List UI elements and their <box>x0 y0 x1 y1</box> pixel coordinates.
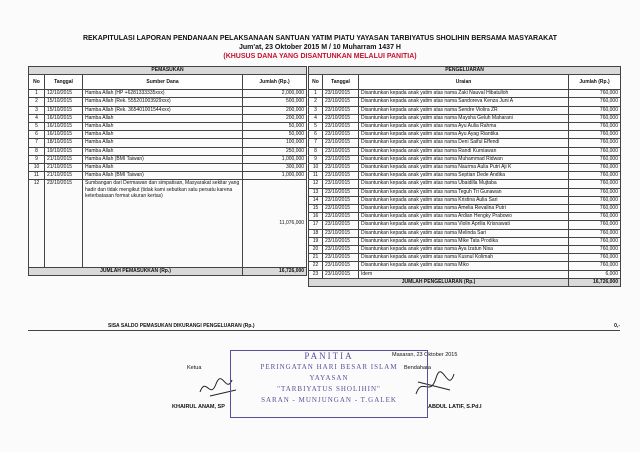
pengeluaran-row <box>309 254 621 262</box>
row-no: 11 <box>29 172 45 180</box>
pemasukan-total-label: JUMLAH PEMASUKKAN (Rp.) <box>29 267 243 275</box>
row-no: 6 <box>309 131 323 139</box>
pemasukan-row <box>29 123 307 131</box>
row-no: 1 <box>29 90 45 98</box>
row-tanggal: 23/10/2015 <box>323 213 359 221</box>
pengeluaran-row <box>309 180 621 188</box>
row-uraian: Disantunkan kepada anak yatim atas nama Kusnul Kolimah <box>359 254 569 262</box>
pemasukan-row <box>29 172 307 180</box>
pengeluaran-row <box>309 90 621 98</box>
row-tanggal: 23/10/2015 <box>323 180 359 188</box>
row-tanggal: 21/10/2015 <box>45 164 83 172</box>
row-uraian: Disantunkan kepada anak yatim atas nama Ubaidilla Mujtaba <box>359 180 569 188</box>
pemasukan-row <box>29 106 307 114</box>
pengeluaran-row <box>309 123 621 131</box>
row-tanggal: 21/10/2015 <box>45 155 83 163</box>
row-tanggal: 23/10/2015 <box>323 221 359 229</box>
pengeluaran-col-uraian: Uraian <box>359 75 569 90</box>
pengeluaran-col-jumlah: Jumlah (Rp.) <box>569 75 621 90</box>
row-jumlah: 11,076,000 <box>243 180 307 267</box>
pemasukan-table <box>28 66 307 276</box>
row-uraian: Disantunkan kepada anak yatim atas nama Amelia Revalina Putri <box>359 205 569 213</box>
ketua-label: Ketua <box>187 365 202 371</box>
stamp-line5: SARAN - MUNJUNGAN - T.GALEK <box>261 396 397 404</box>
row-jumlah: 760,000 <box>569 123 621 131</box>
row-sumber: Hamba Allah <box>83 114 243 122</box>
row-no: 13 <box>309 188 323 196</box>
row-jumlah: 760,000 <box>569 262 621 270</box>
pengeluaran-row <box>309 205 621 213</box>
pengeluaran-section-title: PENGELUARAN <box>309 67 621 75</box>
row-tanggal: 23/10/2015 <box>323 114 359 122</box>
row-uraian: Idem <box>359 270 569 278</box>
row-jumlah: 760,000 <box>569 98 621 106</box>
row-sumber: Hamba Allah (Rek. 365401001544xxx) <box>83 106 243 114</box>
row-no: 2 <box>309 98 323 106</box>
pengeluaran-row <box>309 106 621 114</box>
row-sumber: Hamba Allah <box>83 164 243 172</box>
row-no: 10 <box>309 164 323 172</box>
row-sumber: Hamba Allah (BMI Taiwan) <box>83 172 243 180</box>
row-no: 19 <box>309 237 323 245</box>
row-jumlah: 760,000 <box>569 139 621 147</box>
pengeluaran-total-value: 16,726,000 <box>569 278 621 286</box>
row-uraian: Disantunkan kepada anak yatim atas nama Maysha Geluh Maharani <box>359 114 569 122</box>
pemasukan-col-tanggal: Tanggal <box>45 75 83 90</box>
pemasukan-row <box>29 98 307 106</box>
row-tanggal: 23/10/2015 <box>323 205 359 213</box>
row-uraian: Disantunkan kepada anak yatim atas nama Miko <box>359 262 569 270</box>
row-tanggal: 21/10/2015 <box>45 172 83 180</box>
row-jumlah: 760,000 <box>569 114 621 122</box>
row-jumlah: 760,000 <box>569 213 621 221</box>
row-no: 7 <box>29 139 45 147</box>
pengeluaran-row <box>309 188 621 196</box>
pemasukan-section-title: PEMASUKAN <box>29 67 307 75</box>
pengeluaran-total-label: JUMLAH PENGELUARAN (Rp.) <box>309 278 569 286</box>
row-tanggal: 23/10/2015 <box>323 262 359 270</box>
row-uraian: Disantunkan kepada anak yatim atas nama Mike Tata Prodika <box>359 237 569 245</box>
pemasukan-row <box>29 180 307 267</box>
pengeluaran-total-row <box>309 278 621 286</box>
row-jumlah: 760,000 <box>569 155 621 163</box>
pengeluaran-row <box>309 139 621 147</box>
row-jumlah: 760,000 <box>569 221 621 229</box>
row-uraian: Disantunkan kepada anak yatim atas nama Ayu Ayag Riantika <box>359 131 569 139</box>
pemasukan-row <box>29 155 307 163</box>
row-jumlah: 100,000 <box>243 139 307 147</box>
row-jumlah: 300,000 <box>243 164 307 172</box>
row-sumber: Hamba Allah <box>83 131 243 139</box>
row-tanggal: 23/10/2015 <box>323 229 359 237</box>
pemasukan-row <box>29 131 307 139</box>
row-jumlah: 760,000 <box>569 180 621 188</box>
panitia-stamp <box>230 350 428 418</box>
row-no: 4 <box>29 114 45 122</box>
pemasukan-total-value: 16,726,000 <box>243 267 307 275</box>
row-tanggal: 23/10/2015 <box>323 139 359 147</box>
row-uraian: Disantunkan kepada anak yatim atas nama Zaki Nauval Hibatulloh <box>359 90 569 98</box>
row-tanggal: 23/10/2015 <box>323 254 359 262</box>
pengeluaran-row <box>309 147 621 155</box>
bendahara-name: ABDUL LATIF, S.Pd.I <box>428 404 482 410</box>
row-no: 17 <box>309 221 323 229</box>
row-tanggal: 23/10/2015 <box>323 98 359 106</box>
row-tanggal: 23/10/2015 <box>323 270 359 278</box>
row-jumlah: 250,000 <box>243 147 307 155</box>
row-jumlah: 760,000 <box>569 205 621 213</box>
row-jumlah: 760,000 <box>569 131 621 139</box>
row-no: 3 <box>309 106 323 114</box>
row-tanggal: 19/10/2015 <box>45 147 83 155</box>
row-tanggal: 23/10/2015 <box>323 131 359 139</box>
row-no: 2 <box>29 98 45 106</box>
pemasukan-col-no: No <box>29 75 45 90</box>
row-jumlah: 1,000,000 <box>243 155 307 163</box>
row-jumlah: 500,000 <box>243 98 307 106</box>
stamp-line1: PANITIA <box>304 351 354 361</box>
row-no: 8 <box>29 147 45 155</box>
row-tanggal: 16/10/2015 <box>45 114 83 122</box>
row-tanggal: 23/10/2015 <box>323 155 359 163</box>
pengeluaran-row <box>309 213 621 221</box>
row-jumlah: 760,000 <box>569 90 621 98</box>
pemasukan-row <box>29 139 307 147</box>
row-jumlah: 2,000,000 <box>243 90 307 98</box>
row-jumlah: 760,000 <box>569 229 621 237</box>
bendahara-label: Bendahara <box>404 365 431 371</box>
saldo-row <box>28 322 620 331</box>
pengeluaran-row <box>309 262 621 270</box>
row-uraian: Disantunkan kepada anak yatim atas nama Kristina Aulia Sari <box>359 196 569 204</box>
row-tanggal: 15/10/2015 <box>45 98 83 106</box>
row-tanggal: 23/10/2015 <box>323 106 359 114</box>
pengeluaran-row <box>309 131 621 139</box>
pengeluaran-row <box>309 229 621 237</box>
row-no: 6 <box>29 131 45 139</box>
row-jumlah: 760,000 <box>569 254 621 262</box>
row-jumlah: 6,000 <box>569 270 621 278</box>
pemasukan-row <box>29 147 307 155</box>
row-sumber: Hamba Allah (BMI Taiwan) <box>83 155 243 163</box>
stamp-line2: PERINGATAN HARI BESAR ISLAM <box>260 363 398 371</box>
pemasukan-total-row <box>29 267 307 275</box>
stamp-line3: YAYASAN <box>309 374 349 382</box>
row-no: 14 <box>309 196 323 204</box>
row-tanggal: 23/10/2015 <box>323 164 359 172</box>
place-date: Masaran, 23 Oktober 2015 <box>392 352 458 358</box>
row-tanggal: 12/10/2015 <box>45 90 83 98</box>
pengeluaran-row <box>309 246 621 254</box>
pengeluaran-table <box>308 66 621 287</box>
row-uraian: Disantunkan kepada anak yatim atas nama Sendre Violira ZR <box>359 106 569 114</box>
row-jumlah: 200,000 <box>243 114 307 122</box>
row-uraian: Disantunkan kepada anak yatim atas nama Deni Saiful Effendi <box>359 139 569 147</box>
row-no: 1 <box>309 90 323 98</box>
row-no: 7 <box>309 139 323 147</box>
row-no: 15 <box>309 205 323 213</box>
row-uraian: Disantunkan kepada anak yatim atas nama Ayu Aulia Rahma <box>359 123 569 131</box>
row-uraian: Disantunkan kepada anak yatim atas nama Teguh Tri Gunawan <box>359 188 569 196</box>
row-no: 20 <box>309 246 323 254</box>
pengeluaran-row <box>309 221 621 229</box>
row-tanggal: 23/10/2015 <box>323 188 359 196</box>
row-tanggal: 23/10/2015 <box>323 172 359 180</box>
row-no: 8 <box>309 147 323 155</box>
row-jumlah: 760,000 <box>569 237 621 245</box>
ketua-name: KHAIRUL ANAM, SP <box>172 404 225 410</box>
row-no: 23 <box>309 270 323 278</box>
pengeluaran-row <box>309 172 621 180</box>
row-no: 4 <box>309 114 323 122</box>
row-sumber: Hamba Allah (Rek. 555201003929xxx) <box>83 98 243 106</box>
row-no: 9 <box>29 155 45 163</box>
row-no: 22 <box>309 262 323 270</box>
row-uraian: Disantunkan kepada anak yatim atas nama Sandoreva Kenza Juni A <box>359 98 569 106</box>
row-jumlah: 50,000 <box>243 131 307 139</box>
row-jumlah: 760,000 <box>569 246 621 254</box>
row-uraian: Disantunkan kepada anak yatim atas nama Randi Kurniawan <box>359 147 569 155</box>
pengeluaran-row <box>309 114 621 122</box>
row-sumber: Hamba Allah <box>83 123 243 131</box>
pemasukan-row <box>29 164 307 172</box>
row-no: 3 <box>29 106 45 114</box>
pengeluaran-col-no: No <box>309 75 323 90</box>
pengeluaran-row <box>309 196 621 204</box>
row-tanggal: 16/10/2015 <box>45 131 83 139</box>
pemasukan-col-jumlah: Jumlah (Rp.) <box>243 75 307 90</box>
row-no: 10 <box>29 164 45 172</box>
pemasukan-row <box>29 114 307 122</box>
row-tanggal: 16/10/2015 <box>45 123 83 131</box>
row-sumber: Hamba Allah <box>83 139 243 147</box>
row-jumlah: 50,000 <box>243 123 307 131</box>
pengeluaran-col-tanggal: Tanggal <box>323 75 359 90</box>
row-no: 21 <box>309 254 323 262</box>
pengeluaran-row <box>309 237 621 245</box>
row-jumlah: 760,000 <box>569 164 621 172</box>
row-tanggal: 23/10/2015 <box>323 123 359 131</box>
row-sumber: Hamba Allah (HP +6281333335xxx) <box>83 90 243 98</box>
row-uraian: Disantunkan kepada anak yatim atas nama Aya Izatun Nisa <box>359 246 569 254</box>
row-uraian: Disantunkan kepada anak yatim atas nama Violin Aprilia Krisnawati <box>359 221 569 229</box>
row-uraian: Disantunkan kepada anak yatim atas nama Muhammad Ridwan <box>359 155 569 163</box>
row-tanggal: 23/10/2015 <box>323 237 359 245</box>
pemasukan-col-sumber: Sumber Dana <box>83 75 243 90</box>
row-tanggal: 23/10/2015 <box>323 147 359 155</box>
row-uraian: Disantunkan kepada anak yatim atas nama Septian Dede Andika <box>359 172 569 180</box>
row-tanggal: 18/10/2015 <box>45 139 83 147</box>
row-tanggal: 23/10/2015 <box>323 90 359 98</box>
row-no: 5 <box>29 123 45 131</box>
pengeluaran-row <box>309 155 621 163</box>
row-uraian: Disantunkan kepada anak yatim atas nama Ardian Hengky Prabowo <box>359 213 569 221</box>
row-sumber: Hamba Allah <box>83 147 243 155</box>
row-no: 9 <box>309 155 323 163</box>
saldo-label: SISA SALDO PEMASUKAN DIKURANGI PENGELUARAN (Rp.) <box>108 323 255 329</box>
report-date: Jum'at, 23 Oktober 2015 M / 10 Muharram 1437 H <box>239 44 401 51</box>
row-jumlah: 200,000 <box>243 106 307 114</box>
row-no: 16 <box>309 213 323 221</box>
row-no: 18 <box>309 229 323 237</box>
pengeluaran-row <box>309 98 621 106</box>
report-subtitle: (KHUSUS DANA YANG DISANTUNKAN MELALUI PANITIA) <box>223 53 417 60</box>
row-uraian: Disantunkan kepada anak yatim atas nama Naurma Aulia Putri Aji K <box>359 164 569 172</box>
saldo-value: 0,- <box>614 323 620 329</box>
row-no: 5 <box>309 123 323 131</box>
row-jumlah: 760,000 <box>569 147 621 155</box>
row-jumlah: 760,000 <box>569 106 621 114</box>
report-title: REKAPITULASI LAPORAN PENDANAAN PELAKSANAAN SANTUAN YATIM PIATU YAYASAN TARBIYATUS SHOLIHIN BERSAMA MASYARAKAT <box>82 35 558 42</box>
row-jumlah: 760,000 <box>569 188 621 196</box>
row-tanggal: 15/10/2015 <box>45 106 83 114</box>
row-sumber: Sumbangan dari Dermawan dan simpatisan, Masyarakat sekitar yang hadir dan tidak mengikut (tidak kami sebutkan satu persatu karena keterbatasan format ukuran kertas) <box>83 180 243 267</box>
row-tanggal: 23/10/2015 <box>323 196 359 204</box>
pemasukan-row <box>29 90 307 98</box>
row-no: 11 <box>309 172 323 180</box>
row-tanggal: 23/10/2015 <box>45 180 83 267</box>
pengeluaran-row <box>309 270 621 278</box>
stamp-line4: "TARBIYATUS SHOLIHIN" <box>277 385 381 393</box>
row-no: 12 <box>309 180 323 188</box>
row-jumlah: 760,000 <box>569 196 621 204</box>
row-no: 12 <box>29 180 45 267</box>
row-uraian: Disantunkan kepada anak yatim atas nama Melinda Sari <box>359 229 569 237</box>
row-tanggal: 23/10/2015 <box>323 246 359 254</box>
row-jumlah: 1,000,000 <box>243 172 307 180</box>
row-jumlah: 760,000 <box>569 172 621 180</box>
pengeluaran-row <box>309 164 621 172</box>
